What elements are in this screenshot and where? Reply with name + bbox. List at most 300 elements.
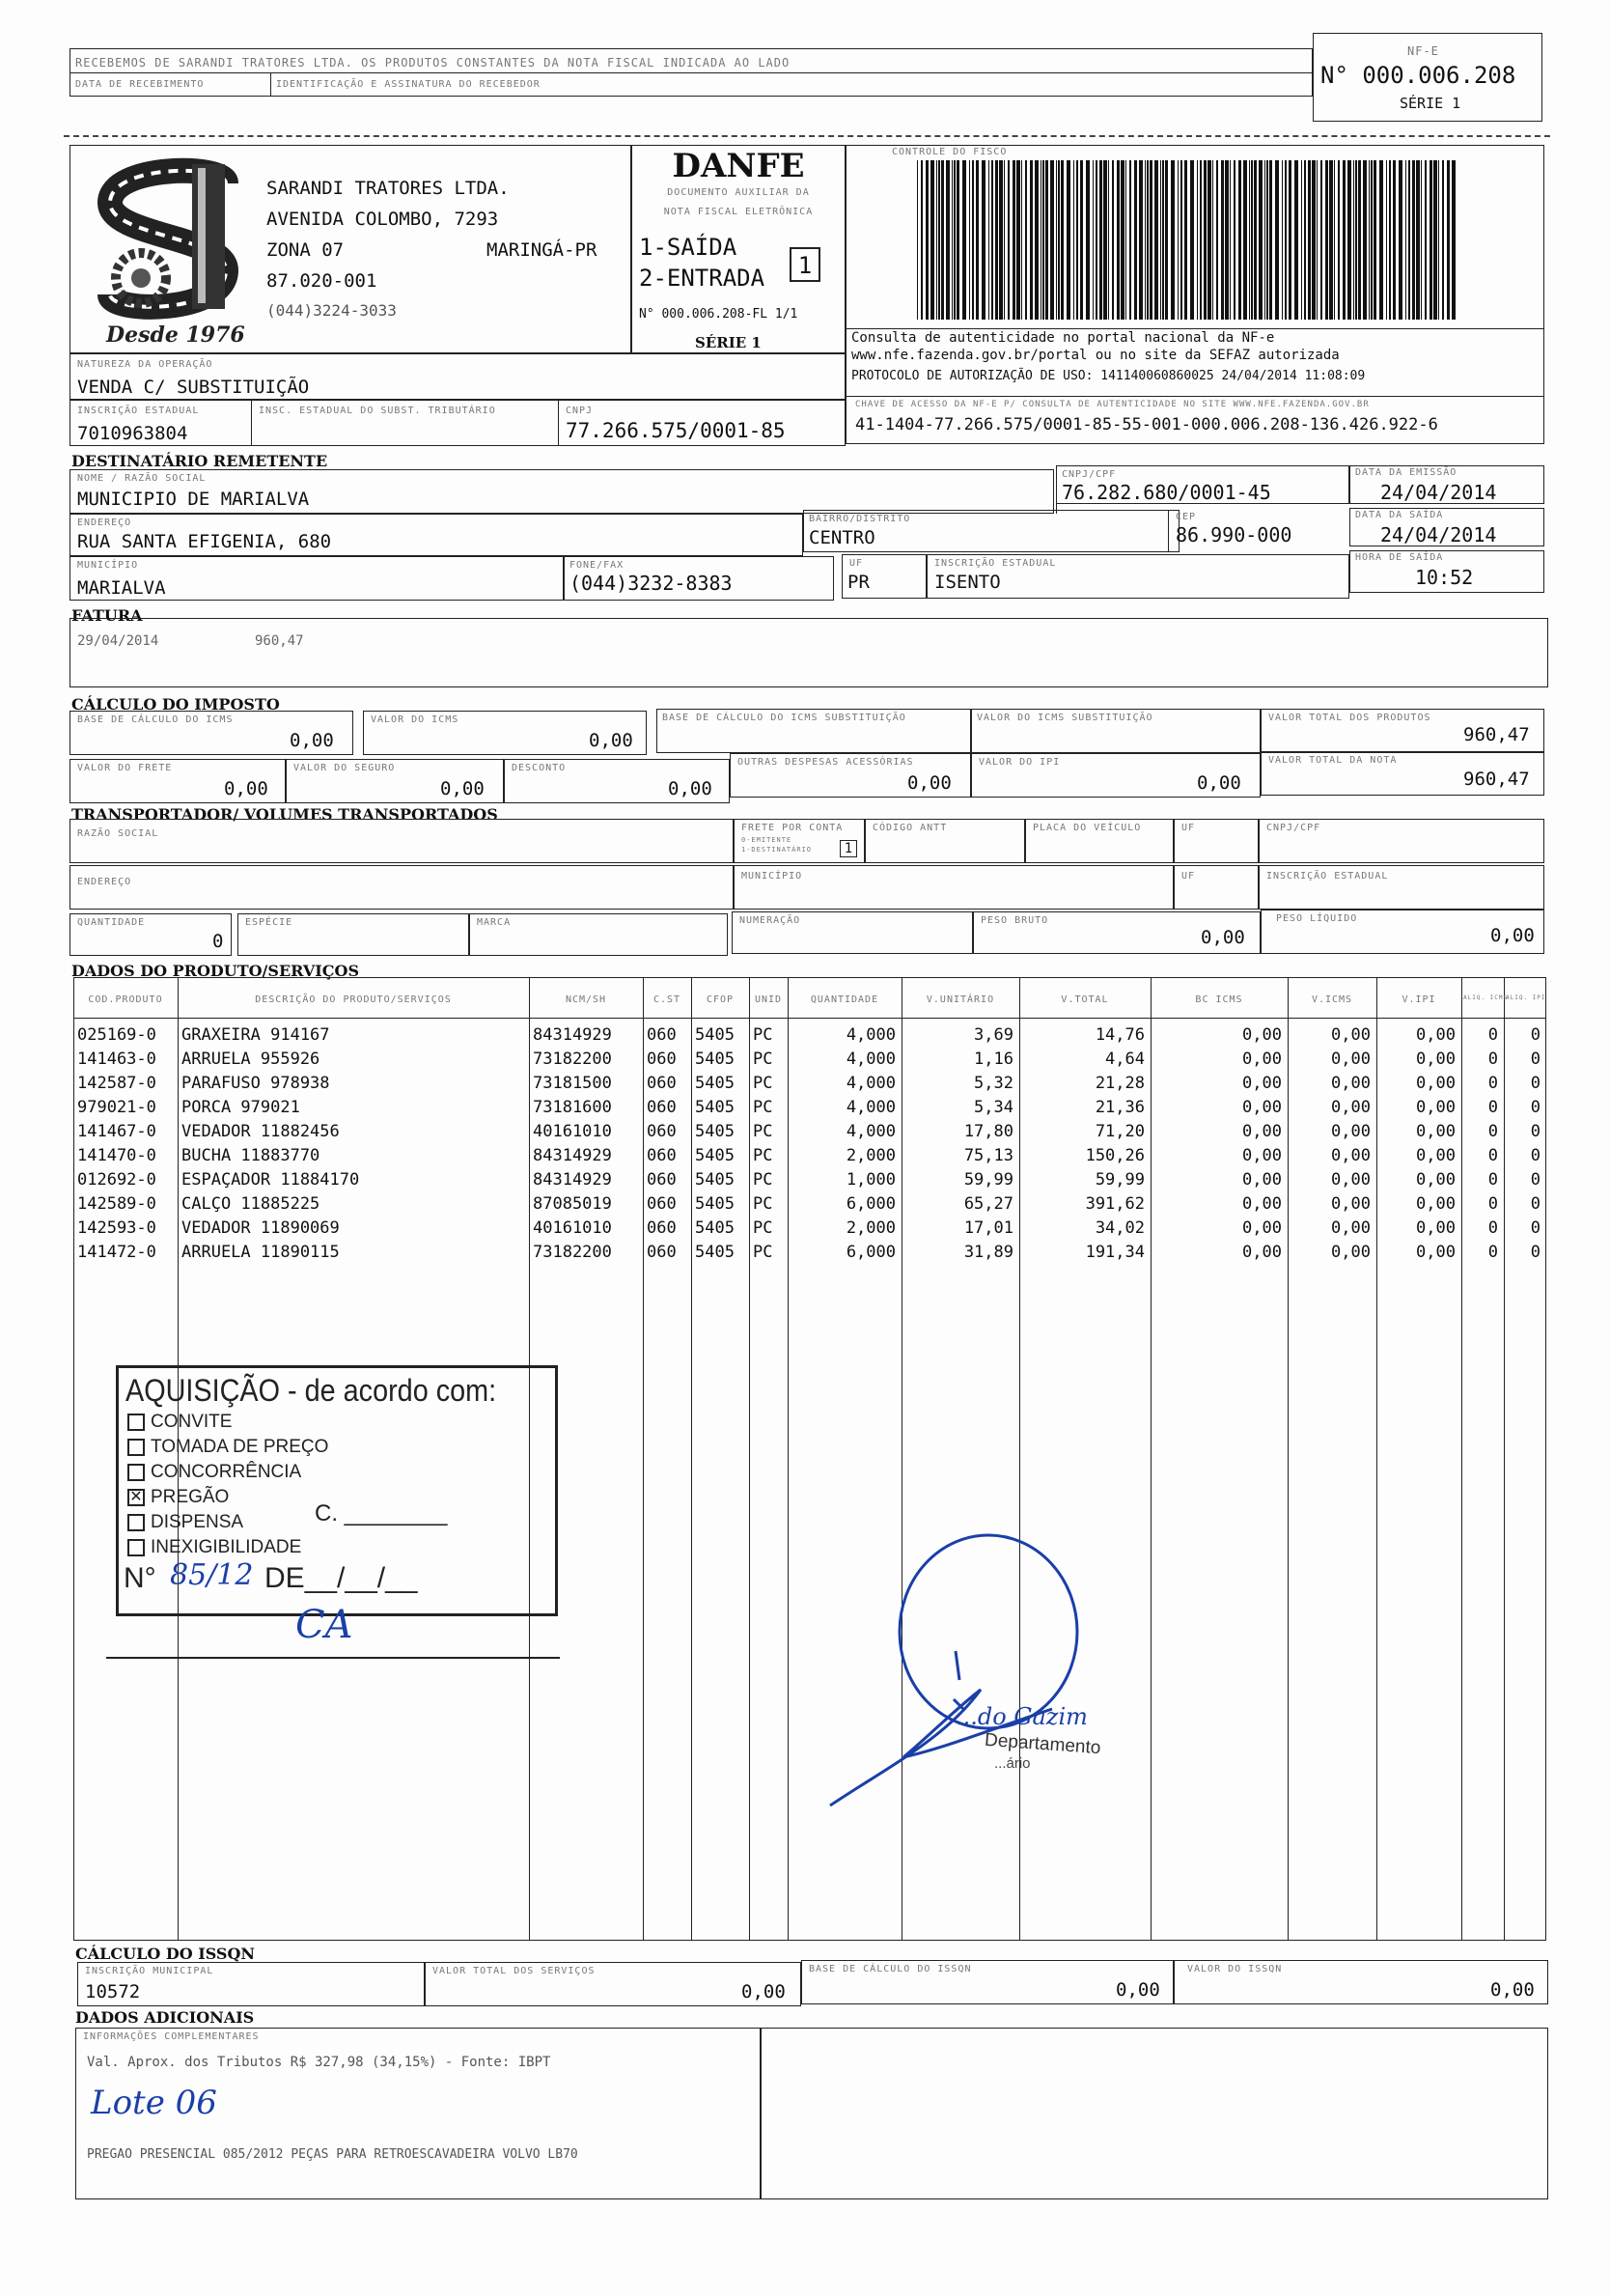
barcode-bar	[1358, 160, 1361, 320]
barcode-bar	[1266, 160, 1268, 320]
issqn-im: 10572	[85, 1981, 141, 2002]
bc-icms: 0,00	[290, 730, 334, 751]
barcode-bar	[1304, 160, 1306, 320]
barcode-bar	[1221, 160, 1224, 320]
product-cell: 5405	[695, 1074, 735, 1093]
barcode-bar	[1025, 160, 1027, 320]
product-cell: 0,00	[1242, 1122, 1282, 1141]
ipi: 0,00	[1197, 772, 1241, 794]
barcode-bar	[1389, 160, 1391, 320]
desconto-label: DESCONTO	[512, 763, 567, 773]
danfe-sub2: NOTA FISCAL ELETRÔNICA	[663, 207, 814, 217]
barcode-bar	[1067, 160, 1070, 320]
product-cell: VEDADOR 11882456	[181, 1122, 340, 1141]
barcode-bar	[1371, 160, 1373, 320]
fatura-box	[69, 618, 1548, 687]
product-cell: 71,20	[1095, 1122, 1145, 1141]
canhoto-serie: SÉRIE 1	[1400, 95, 1461, 112]
outras: 0,00	[907, 772, 952, 794]
product-cell: 4,000	[846, 1050, 896, 1069]
pregao-checkbox[interactable]: ✕	[127, 1489, 145, 1506]
barcode-bar	[957, 160, 959, 320]
danfe-numero: N° 000.006.208-FL 1/1	[639, 307, 798, 322]
transp-cnpj-label: CNPJ/CPF	[1266, 823, 1321, 833]
product-cell: PC	[753, 1098, 773, 1117]
dest-endereco: RUA SANTA EFIGENIA, 680	[77, 531, 332, 552]
dest-nome: MUNICIPIO DE MARIALVA	[77, 489, 310, 510]
product-cell: 060	[647, 1098, 677, 1117]
transp-frete-sub1: 0-EMITENTE	[741, 836, 792, 844]
product-cell: 0,00	[1242, 1243, 1282, 1262]
product-cell: 40161010	[533, 1218, 612, 1238]
product-cell: 17,80	[963, 1122, 1013, 1141]
barcode-bar	[1008, 160, 1010, 320]
desconto: 0,00	[668, 778, 712, 799]
product-cell: 141467-0	[77, 1122, 156, 1141]
barcode-bar	[1050, 160, 1054, 320]
product-cell: 0,00	[1416, 1194, 1456, 1214]
issqn-section: CÁLCULO DO ISSQN	[75, 1945, 256, 1963]
stamp-dispensa-c: C. ________	[315, 1500, 448, 1526]
transporte-section: TRANSPORTADOR/ VOLUMES TRANSPORTADOS	[71, 805, 498, 824]
product-cell: PORCA 979021	[181, 1098, 300, 1117]
fisco-controle-label: CONTROLE DO FISCO	[892, 147, 1008, 157]
product-cell: 4,64	[1105, 1050, 1145, 1069]
issqn-valor: 0,00	[1490, 1979, 1535, 2001]
product-cell: 5405	[695, 1050, 735, 1069]
icms-st-label: VALOR DO ICMS SUBSTITUIÇÃO	[977, 713, 1153, 723]
product-cell: 14,76	[1095, 1025, 1145, 1045]
danfe-serie: SÉRIE 1	[695, 334, 762, 351]
barcode-bar	[1212, 160, 1213, 320]
product-cell: 0,00	[1331, 1050, 1371, 1069]
product-cell: PC	[753, 1122, 773, 1141]
barcode-bar	[1363, 160, 1367, 320]
barcode-bar	[1150, 160, 1152, 320]
dest-fone-label: FONE/FAX	[569, 560, 625, 571]
barcode	[917, 160, 1457, 320]
product-cell: 060	[647, 1074, 677, 1093]
stamp-de: DE__/__/__	[264, 1562, 418, 1594]
dest-cnpj-label: CNPJ/CPF	[1062, 469, 1117, 480]
barcode-bar	[1086, 160, 1090, 320]
barcode-bar	[1312, 160, 1316, 320]
barcode-bar	[1412, 160, 1415, 320]
barcode-bar	[1234, 160, 1235, 320]
product-col-header: V.UNITÁRIO	[926, 994, 995, 1005]
emitente-cidade: MARINGÁ-PR	[486, 239, 597, 261]
fisco-consulta2: www.nfe.fazenda.gov.br/portal ou no site da SEFAZ autorizada	[851, 348, 1340, 363]
dest-saida-label: DATA DA SAÍDA	[1355, 510, 1444, 520]
barcode-bar	[1103, 160, 1107, 320]
product-cell: PC	[753, 1218, 773, 1238]
product-cell: PC	[753, 1194, 773, 1214]
product-col-header: NCM/SH	[565, 994, 607, 1005]
total-nota-label: VALOR TOTAL DA NOTA	[1268, 755, 1398, 766]
product-cell: PC	[753, 1170, 773, 1190]
barcode-bar	[1416, 160, 1420, 320]
barcode-bar	[1117, 160, 1120, 320]
product-cell: 0,00	[1331, 1170, 1371, 1190]
total-nota: 960,47	[1463, 769, 1530, 790]
danfe-sub1: DOCUMENTO AUXILIAR DA	[667, 187, 810, 198]
barcode-bar	[1374, 160, 1376, 320]
stamp-tomada: TOMADA DE PREÇO	[127, 1437, 328, 1458]
barcode-bar	[999, 160, 1003, 320]
barcode-bar	[1343, 160, 1346, 320]
barcode-bar	[1347, 160, 1351, 320]
fatura-valor: 960,47	[255, 633, 304, 649]
adicionais-tributos: Val. Aprox. dos Tributos R$ 327,98 (34,15%) - Fonte: IBPT	[87, 2055, 551, 2070]
product-cell: CALÇO 11885225	[181, 1194, 320, 1214]
product-cell: 0	[1530, 1074, 1541, 1093]
issqn-im-label: INSCRIÇÃO MUNICIPAL	[85, 1966, 214, 1976]
product-cell: 0,00	[1416, 1050, 1456, 1069]
dest-nome-label: NOME / RAZÃO SOCIAL	[77, 473, 207, 484]
cnpj-value: 77.266.575/0001-85	[566, 419, 786, 442]
product-cell: 060	[647, 1243, 677, 1262]
barcode-bar	[1042, 160, 1044, 320]
signature-stamp	[811, 1516, 1216, 1834]
dest-ie-label: INSCRIÇÃO ESTADUAL	[934, 558, 1057, 569]
concorrencia-checkbox[interactable]	[127, 1464, 145, 1481]
product-cell: ARRUELA 955926	[181, 1050, 320, 1069]
barcode-bar	[1329, 160, 1333, 320]
produtos-section: DADOS DO PRODUTO/SERVIÇOS	[71, 962, 359, 980]
dispensa-checkbox[interactable]	[127, 1514, 145, 1531]
barcode-bar	[921, 160, 923, 320]
barcode-bar	[1004, 160, 1005, 320]
product-cell: 0,00	[1331, 1074, 1371, 1093]
transp-ie-label: INSCRIÇÃO ESTADUAL	[1266, 871, 1389, 882]
canhoto-data-label: DATA DE RECEBIMENTO	[75, 79, 205, 90]
barcode-bar	[1197, 160, 1198, 320]
product-col-header: C.ST	[652, 994, 681, 1005]
product-col-header: V.TOTAL	[1061, 994, 1109, 1005]
transp-uf2-label: UF	[1181, 871, 1196, 882]
product-cell: 0,00	[1416, 1170, 1456, 1190]
product-cell: 0	[1487, 1194, 1498, 1214]
product-cell: 060	[647, 1146, 677, 1165]
product-cell: 0	[1530, 1098, 1541, 1117]
product-cell: 5405	[695, 1025, 735, 1045]
product-cell: 5405	[695, 1146, 735, 1165]
product-cell: 142587-0	[77, 1074, 156, 1093]
transp-peso-liq: 0,00	[1490, 925, 1535, 946]
product-cell: ARRUELA 11890115	[181, 1243, 340, 1262]
product-cell: 141472-0	[77, 1243, 156, 1262]
barcode-bar	[1259, 160, 1263, 320]
barcode-bar	[1425, 160, 1427, 320]
product-cell: PC	[753, 1025, 773, 1045]
barcode-bar	[1301, 160, 1302, 320]
barcode-bar	[952, 160, 953, 320]
transp-qtd-label: QUANTIDADE	[77, 917, 146, 928]
product-cell: 5,34	[974, 1098, 1013, 1117]
barcode-bar	[1249, 160, 1250, 320]
product-cell: 5405	[695, 1098, 735, 1117]
product-cell: 17,01	[963, 1218, 1013, 1238]
product-col-header: V.IPI	[1402, 994, 1436, 1005]
fisco-chave: 41-1404-77.266.575/0001-85-55-001-000.006.208-136.426.922-6	[855, 415, 1438, 434]
dest-hora: 10:52	[1415, 566, 1474, 589]
barcode-bar	[1099, 160, 1102, 320]
barcode-bar	[936, 160, 937, 320]
product-cell: 73181500	[533, 1074, 612, 1093]
product-cell: 5405	[695, 1194, 735, 1214]
barcode-bar	[1080, 160, 1083, 320]
signature-cargo: Departamento	[984, 1729, 1102, 1759]
product-cell: 0,00	[1242, 1074, 1282, 1093]
barcode-bar	[1204, 160, 1207, 320]
convite-checkbox[interactable]	[127, 1414, 145, 1431]
barcode-bar	[1355, 160, 1357, 320]
product-cell: 060	[647, 1025, 677, 1045]
product-cell: PARAFUSO 978938	[181, 1074, 330, 1093]
product-cell: 84314929	[533, 1170, 612, 1190]
barcode-bar	[946, 160, 950, 320]
product-cell: 5405	[695, 1218, 735, 1238]
product-cell: 87085019	[533, 1194, 612, 1214]
product-cell: 5405	[695, 1170, 735, 1190]
barcode-bar	[1208, 160, 1211, 320]
barcode-bar	[1147, 160, 1149, 320]
ipi-label: VALOR DO IPI	[979, 757, 1061, 768]
barcode-bar	[1162, 160, 1164, 320]
product-cell: 31,89	[963, 1243, 1013, 1262]
barcode-bar	[1216, 160, 1218, 320]
barcode-bar	[1393, 160, 1396, 320]
barcode-bar	[1408, 160, 1410, 320]
product-cell: 0	[1487, 1146, 1498, 1165]
product-cell: 025169-0	[77, 1025, 156, 1045]
product-cell: 59,99	[1095, 1170, 1145, 1190]
barcode-bar	[1045, 160, 1048, 320]
barcode-bar	[930, 160, 934, 320]
danfe-saida: 1-SAÍDA	[639, 234, 737, 261]
barcode-bar	[1056, 160, 1057, 320]
dest-fone: (044)3232-8383	[569, 572, 733, 595]
stamp-pregao: ✕ PREGÃO	[127, 1487, 229, 1508]
product-cell: GRAXEIRA 914167	[181, 1025, 330, 1045]
product-cell: 40161010	[533, 1122, 612, 1141]
barcode-bar	[1225, 160, 1229, 320]
natureza-value: VENDA C/ SUBSTITUIÇÃO	[77, 377, 310, 398]
product-cell: 0	[1530, 1170, 1541, 1190]
barcode-bar	[976, 160, 979, 320]
icms-label: VALOR DO ICMS	[371, 714, 459, 725]
product-cell: 0,00	[1331, 1098, 1371, 1117]
tomada-checkbox[interactable]	[127, 1439, 145, 1456]
barcode-bar	[1125, 160, 1126, 320]
product-cell: 0,00	[1242, 1025, 1282, 1045]
adicionais-lote: Lote 06	[91, 2084, 217, 2122]
barcode-bar	[1112, 160, 1114, 320]
fisco-consulta1: Consulta de autenticidade no portal nacional da NF-e	[851, 330, 1275, 346]
product-cell: 0,00	[1242, 1146, 1282, 1165]
product-cell: 141470-0	[77, 1146, 156, 1165]
barcode-bar	[1145, 160, 1146, 320]
dest-emissao-label: DATA DA EMISSÃO	[1355, 467, 1457, 478]
product-cell: 84314929	[533, 1146, 612, 1165]
issqn-total: 0,00	[741, 1981, 786, 2002]
product-cell: 0,00	[1331, 1146, 1371, 1165]
barcode-bar	[1180, 160, 1182, 320]
product-cell: 2,000	[846, 1218, 896, 1238]
dest-saida: 24/04/2014	[1380, 523, 1497, 546]
product-cell: 0,00	[1331, 1243, 1371, 1262]
barcode-bar	[1035, 160, 1039, 320]
product-cell: 73181600	[533, 1098, 612, 1117]
adicionais-info-label: INFORMAÇÕES COMPLEMENTARES	[83, 2031, 260, 2042]
product-col-header: ALIQ. ICMS	[1463, 994, 1509, 1001]
stamp-concorrencia: CONCORRÊNCIA	[127, 1462, 301, 1483]
product-cell: 0	[1487, 1243, 1498, 1262]
stamp-dispensa: DISPENSA	[127, 1512, 243, 1533]
dest-bairro: CENTRO	[809, 527, 875, 548]
barcode-bar	[1282, 160, 1283, 320]
product-cell: 979021-0	[77, 1098, 156, 1117]
transp-endereco-label: ENDEREÇO	[77, 877, 132, 887]
barcode-bar	[1160, 160, 1161, 320]
barcode-bar	[1184, 160, 1187, 320]
dest-cep-label: CEP	[1176, 512, 1197, 522]
product-cell: 391,62	[1085, 1194, 1145, 1214]
product-cell: PC	[753, 1050, 773, 1069]
stamp-convite: CONVITE	[127, 1412, 232, 1433]
product-cell: 73182200	[533, 1243, 612, 1262]
barcode-bar	[1269, 160, 1272, 320]
barcode-bar	[1438, 160, 1439, 320]
product-cell: 141463-0	[77, 1050, 156, 1069]
danfe-title: DANFE	[672, 147, 805, 185]
fisco-chave-label: CHAVE DE ACESSO DA NF-E P/ CONSULTA DE AUTENTICIDADE NO SITE WWW.NFE.FAZENDA.GOV.BR	[855, 400, 1370, 409]
barcode-bar	[1178, 160, 1179, 320]
transp-especie-label: ESPÉCIE	[245, 917, 293, 928]
barcode-bar	[972, 160, 974, 320]
barcode-bar	[1243, 160, 1247, 320]
product-cell: 5,32	[974, 1074, 1013, 1093]
product-cell: 0,00	[1416, 1146, 1456, 1165]
adicionais-pregao: PREGAO PRESENCIAL 085/2012 PEÇAS PARA RETROESCAVADEIRA VOLVO LB70	[87, 2147, 578, 2162]
product-cell: 060	[647, 1218, 677, 1238]
barcode-bar	[1058, 160, 1060, 320]
product-cell: 0,00	[1416, 1098, 1456, 1117]
barcode-bar	[988, 160, 989, 320]
frete-label: VALOR DO FRETE	[77, 763, 173, 773]
stamp-numero-prefix: N°	[124, 1562, 156, 1594]
product-cell: 21,28	[1095, 1074, 1145, 1093]
product-cell: 0,00	[1416, 1074, 1456, 1093]
product-cell: 0,00	[1416, 1218, 1456, 1238]
emitente-nome: SARANDI TRATORES LTDA.	[266, 178, 510, 199]
stamp-title: AQUISIÇÃO - de acordo com:	[125, 1373, 497, 1408]
product-cell: 0,00	[1242, 1170, 1282, 1190]
dest-cnpj: 76.282.680/0001-45	[1062, 481, 1271, 504]
barcode-bar	[926, 160, 929, 320]
fisco-protocolo: PROTOCOLO DE AUTORIZAÇÃO DE USO: 141140060860025 24/04/2014 11:08:09	[851, 369, 1366, 383]
product-cell: 65,27	[963, 1194, 1013, 1214]
dest-bairro-label: BAIRRO/DISTRITO	[809, 514, 911, 524]
dest-uf: PR	[847, 572, 870, 593]
product-col-header: COD.PRODUTO	[88, 994, 163, 1005]
product-cell: 59,99	[963, 1170, 1013, 1190]
transp-peso-bruto: 0,00	[1201, 927, 1245, 948]
product-cell: 6,000	[846, 1194, 896, 1214]
product-cell: 0	[1487, 1170, 1498, 1190]
total-prod-label: VALOR TOTAL DOS PRODUTOS	[1268, 713, 1431, 723]
product-cell: 5405	[695, 1122, 735, 1141]
barcode-bar	[1294, 160, 1298, 320]
barcode-bar	[1061, 160, 1064, 320]
product-col-header: DESCRIÇÃO DO PRODUTO/SERVIÇOS	[255, 994, 452, 1005]
signature-nome: ...do Gazim	[956, 1703, 1088, 1730]
barcode-bar	[1353, 160, 1354, 320]
barcode-bar	[1334, 160, 1335, 320]
barcode-bar	[969, 160, 970, 320]
barcode-bar	[1230, 160, 1231, 320]
barcode-bar	[1139, 160, 1143, 320]
product-cell: PC	[753, 1243, 773, 1262]
transp-frete-label: FRETE POR CONTA	[741, 823, 844, 833]
barcode-bar	[917, 160, 918, 320]
stamp-numero-hand: 85/12	[170, 1558, 254, 1592]
canhoto-nfe-label: NF-E	[1407, 44, 1439, 58]
barcode-bar	[982, 160, 985, 320]
product-cell: 3,69	[974, 1025, 1013, 1045]
barcode-bar	[1165, 160, 1168, 320]
dest-cep: 86.990-000	[1176, 523, 1292, 546]
barcode-bar	[1013, 160, 1015, 320]
product-cell: 0,00	[1416, 1243, 1456, 1262]
product-cell: 150,26	[1085, 1146, 1145, 1165]
fatura-section: FATURA	[71, 606, 143, 625]
transp-marca-label: MARCA	[477, 917, 512, 928]
barcode-bar	[1108, 160, 1109, 320]
barcode-bar	[1190, 160, 1194, 320]
bc-st-label: BASE DE CÁLCULO DO ICMS SUBSTITUIÇÃO	[662, 713, 906, 723]
dest-municipio: MARIALVA	[77, 577, 166, 599]
imposto-section: CÁLCULO DO IMPOSTO	[71, 695, 280, 714]
product-cell: 84314929	[533, 1025, 612, 1045]
barcode-bar	[1433, 160, 1437, 320]
product-col-header: ALIQ. IPI	[1506, 994, 1546, 1001]
barcode-bar	[1386, 160, 1387, 320]
dest-ie: ISENTO	[934, 572, 1001, 593]
product-cell: 1,000	[846, 1170, 896, 1190]
product-cell: 142589-0	[77, 1194, 156, 1214]
product-cell: 34,02	[1095, 1218, 1145, 1238]
inexig-checkbox[interactable]	[127, 1539, 145, 1556]
barcode-bar	[1320, 160, 1322, 320]
canhoto-identificacao-label: IDENTIFICAÇÃO E ASSINATURA DO RECEBEDOR	[276, 79, 541, 90]
barcode-bar	[1399, 160, 1402, 320]
transp-peso-liq-label: PESO LÍQUIDO	[1276, 913, 1358, 924]
issqn-bc-label: BASE DE CÁLCULO DO ISSQN	[809, 1964, 972, 1974]
product-cell: 060	[647, 1170, 677, 1190]
product-cell: 0,00	[1242, 1194, 1282, 1214]
fatura-vencimento: 29/04/2014	[77, 633, 159, 649]
barcode-bar	[1338, 160, 1340, 320]
transp-antt-label: CÓDIGO ANTT	[873, 823, 948, 833]
barcode-bar	[1200, 160, 1202, 320]
ie-value: 7010963804	[77, 423, 188, 444]
barcode-bar	[1275, 160, 1279, 320]
barcode-bar	[1442, 160, 1444, 320]
product-cell: PC	[753, 1146, 773, 1165]
barcode-bar	[1447, 160, 1450, 320]
stamp-inexig: INEXIGIBILIDADE	[127, 1537, 301, 1558]
